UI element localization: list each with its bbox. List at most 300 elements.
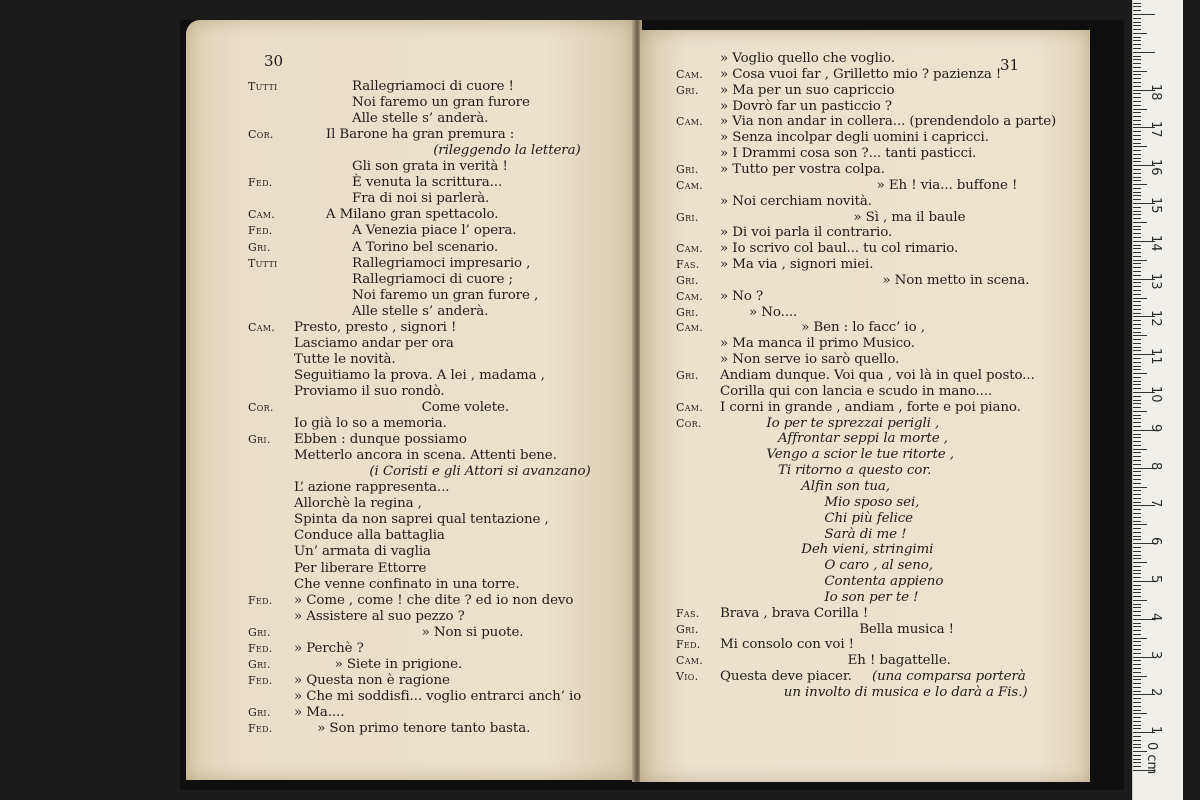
ruler-tick xyxy=(1133,490,1141,491)
ruler-tick xyxy=(1133,456,1141,457)
text-line: » Noi cerchiam novità. xyxy=(720,193,872,209)
ruler-tick xyxy=(1133,143,1141,144)
ruler-tick xyxy=(1133,434,1141,435)
text-line: » Ma via , signori miei. xyxy=(720,257,874,273)
speaker-label: Cam. xyxy=(676,242,704,256)
ruler-tick xyxy=(1133,248,1141,249)
ruler-tick xyxy=(1133,698,1141,699)
ruler-tick xyxy=(1133,452,1141,453)
ruler-tick xyxy=(1133,418,1141,419)
ruler-tick xyxy=(1133,180,1141,181)
ruler-tick xyxy=(1133,218,1141,219)
measuring-ruler xyxy=(1132,0,1183,800)
ruler-tick xyxy=(1133,305,1141,306)
text-line: Io per te sprezzai perigli , xyxy=(766,415,940,431)
speaker-label: Cam. xyxy=(676,400,704,414)
ruler-tick xyxy=(1133,335,1147,336)
ruler-tick xyxy=(1133,177,1141,178)
ruler-tick xyxy=(1133,721,1141,722)
ruler-tick xyxy=(1133,6,1141,7)
speaker-label: Fas. xyxy=(676,606,700,620)
ruler-tick xyxy=(1133,324,1141,325)
right-page xyxy=(640,30,1090,782)
ruler-tick xyxy=(1133,343,1141,344)
text-line: Andiam dunque. Voi qua , voi là in quel posto... xyxy=(720,368,1035,383)
text-line: » Eh ! via... buffone ! xyxy=(876,177,1018,193)
ruler-tick xyxy=(1133,362,1141,363)
ruler-tick xyxy=(1133,710,1141,711)
ruler-tick xyxy=(1133,521,1141,522)
ruler-tick xyxy=(1133,169,1141,170)
speaker-label: Gri. xyxy=(248,240,271,254)
text-line: Il Barone ha gran premura : xyxy=(325,127,515,143)
ruler-tick xyxy=(1133,747,1141,748)
speaker-label: Gri. xyxy=(248,657,271,671)
ruler-tick xyxy=(1133,600,1147,601)
text-line: Mio sposo sei, xyxy=(824,494,920,510)
text-line: Mi consolo con voi ! xyxy=(720,637,854,653)
text-line: Seguitiamo la prova. A lei , madama , xyxy=(294,367,545,383)
ruler-tick xyxy=(1133,555,1141,556)
ruler-tick xyxy=(1133,638,1147,639)
ruler-tick xyxy=(1133,294,1141,295)
ruler-tick xyxy=(1133,188,1141,189)
ruler-tick xyxy=(1133,366,1141,367)
text-line: » Cosa vuoi far , Grilletto mio ? pazienza ! xyxy=(720,66,1002,82)
speaker-label: Gri. xyxy=(676,273,699,287)
ruler-tick xyxy=(1133,498,1141,499)
ruler-tick xyxy=(1133,78,1141,79)
ruler-tick xyxy=(1133,22,1141,23)
ruler-number: 7 xyxy=(1148,499,1163,508)
ruler-tick xyxy=(1133,105,1141,106)
ruler-tick xyxy=(1133,562,1147,563)
ruler-tick xyxy=(1133,626,1141,627)
speaker-label: Cor. xyxy=(248,128,274,142)
ruler-number: 6 xyxy=(1148,537,1163,546)
ruler-tick xyxy=(1133,676,1147,677)
ruler-number: 16 xyxy=(1148,159,1163,176)
ruler-tick xyxy=(1133,52,1155,53)
ruler-tick xyxy=(1133,475,1141,476)
ruler-tick xyxy=(1133,762,1141,763)
ruler-tick xyxy=(1133,649,1141,650)
ruler-tick xyxy=(1133,630,1141,631)
ruler-tick xyxy=(1133,679,1141,680)
text-line: È venuta la scrittura... xyxy=(352,175,503,191)
ruler-tick xyxy=(1133,237,1141,238)
ruler-tick xyxy=(1133,229,1141,230)
ruler-tick xyxy=(1133,585,1141,586)
text-line: I corni in grande , andiam , forte e poi piano. xyxy=(720,399,1021,415)
text-line: Conduce alla battaglia xyxy=(294,528,445,544)
ruler-tick xyxy=(1133,275,1141,276)
text-line: Vengo a scior le tue ritorte , xyxy=(766,447,954,463)
ruler-tick xyxy=(1133,759,1141,760)
text-line: Noi faremo un gran furore , xyxy=(352,287,539,303)
ruler-tick xyxy=(1133,539,1141,540)
ruler-tick xyxy=(1133,71,1147,72)
text-line: Io già lo so a memoria. xyxy=(294,416,447,432)
speaker-label: Cam. xyxy=(676,178,704,192)
ruler-number: 11 xyxy=(1148,348,1163,365)
text-line: A Venezia piace l’ opera. xyxy=(352,223,517,239)
text-line: » Non metto in scena. xyxy=(882,272,1030,288)
text-line: Proviamo il suo rondò. xyxy=(294,383,445,399)
speaker-label: Fed. xyxy=(676,638,701,652)
text-line: Alle stelle s’ anderà. xyxy=(352,303,489,319)
text-line: Allorchè la regina , xyxy=(294,496,422,512)
ruler-tick xyxy=(1133,641,1141,642)
ruler-tick xyxy=(1133,97,1141,98)
speaker-label: Fed. xyxy=(248,224,273,238)
text-line: Ebben : dunque possiamo xyxy=(294,432,467,448)
ruler-number: 1 xyxy=(1148,726,1163,735)
ruler-tick xyxy=(1133,437,1141,438)
ruler-tick xyxy=(1133,403,1141,404)
ruler-tick xyxy=(1133,271,1141,272)
ruler-tick xyxy=(1133,320,1141,321)
speaker-label: Vio. xyxy=(676,670,699,684)
text-line: Per liberare Ettorre xyxy=(294,560,427,576)
ruler-tick xyxy=(1133,150,1141,151)
ruler-tick xyxy=(1133,328,1141,329)
ruler-tick xyxy=(1133,445,1141,446)
ruler-tick xyxy=(1133,645,1141,646)
text-line: » Voglio quello che voglio. xyxy=(720,51,895,66)
speaker-label: Cam. xyxy=(676,654,704,668)
ruler-tick xyxy=(1133,260,1147,261)
ruler-tick xyxy=(1133,570,1141,571)
ruler-tick xyxy=(1133,158,1141,159)
text-line: » Ma.... xyxy=(294,704,345,720)
speaker-label: Cam. xyxy=(248,208,276,222)
speaker-label: Fas. xyxy=(676,258,700,272)
ruler-tick xyxy=(1133,517,1141,518)
ruler-tick xyxy=(1133,267,1141,268)
ruler-number: 8 xyxy=(1148,461,1163,470)
ruler-tick xyxy=(1133,282,1141,283)
text-line: » Io scrivo col baul... tu col rimario. xyxy=(720,241,959,257)
ruler-tick xyxy=(1133,615,1141,616)
ruler-tick xyxy=(1133,717,1141,718)
ruler-tick xyxy=(1133,604,1141,605)
ruler-number: 2 xyxy=(1148,688,1163,697)
ruler-tick xyxy=(1133,573,1141,574)
speaker-label: Tutti xyxy=(248,80,278,93)
ruler-tick xyxy=(1133,426,1141,427)
ruler-tick xyxy=(1133,422,1141,423)
text-line: Io son per te ! xyxy=(824,589,919,605)
ruler-tick xyxy=(1133,634,1141,635)
ruler-tick xyxy=(1133,683,1141,684)
speaker-label: Tutti xyxy=(248,256,278,270)
ruler-tick xyxy=(1133,74,1141,75)
ruler-tick xyxy=(1133,154,1141,155)
text-line: » Sì , ma il baule xyxy=(853,209,966,225)
ruler-tick xyxy=(1133,131,1141,132)
ruler-tick xyxy=(1133,464,1141,465)
ruler-tick xyxy=(1133,139,1141,140)
ruler-tick xyxy=(1133,388,1141,389)
speaker-label: Cam. xyxy=(676,67,704,81)
ruler-tick xyxy=(1133,736,1141,737)
ruler-tick xyxy=(1133,109,1147,110)
ruler-tick xyxy=(1133,40,1141,41)
ruler-tick xyxy=(1133,86,1141,87)
text-line: » Assistere al suo pezzo ? xyxy=(294,608,465,624)
text-line: Noi faremo un gran furore xyxy=(352,95,530,111)
text-line: L’ azione rappresenta... xyxy=(294,480,450,496)
ruler-tick xyxy=(1133,18,1141,19)
ruler-tick xyxy=(1133,124,1141,125)
text-line: » Senza incolpar degli uomini i capricci. xyxy=(720,130,989,146)
text-line: Fra di noi si parlerà. xyxy=(352,191,490,207)
ruler-tick xyxy=(1133,687,1141,688)
ruler-tick xyxy=(1133,10,1141,11)
ruler-number: 4 xyxy=(1148,612,1163,622)
text-line: un involto di musica e lo darà a Fis.) xyxy=(783,685,1028,700)
ruler-tick xyxy=(1133,725,1141,726)
text-line: » Siete in prigione. xyxy=(334,656,463,672)
ruler-tick xyxy=(1133,37,1141,38)
ruler-number: 9 xyxy=(1148,423,1163,433)
speaker-label: Gri. xyxy=(676,83,699,97)
page-number-right: 31 xyxy=(1000,56,1020,74)
text-line: » Ben : lo facc’ io , xyxy=(801,320,925,336)
ruler-tick xyxy=(1133,407,1141,408)
text-line: Ti ritorno a questo cor. xyxy=(778,463,932,479)
text-line: Chi più felice xyxy=(824,510,914,526)
speaker-label: Cam. xyxy=(248,320,276,334)
ruler-tick xyxy=(1133,226,1141,227)
ruler-number: 5 xyxy=(1148,575,1163,584)
ruler-tick xyxy=(1133,483,1141,484)
ruler-tick xyxy=(1133,377,1141,378)
ruler-tick xyxy=(1133,532,1141,533)
text-line: » Tutto per vostra colpa. xyxy=(720,161,885,177)
ruler-number: 10 xyxy=(1148,386,1163,403)
speaker-label: Gri. xyxy=(676,305,699,319)
ruler-tick xyxy=(1133,286,1141,287)
ruler-tick xyxy=(1133,214,1141,215)
text-line: » Ma manca il primo Musico. xyxy=(720,336,915,352)
ruler-tick xyxy=(1133,135,1141,136)
ruler-number: 13 xyxy=(1148,272,1163,290)
ruler-tick xyxy=(1133,29,1141,30)
ruler-tick xyxy=(1133,547,1141,548)
ruler-tick xyxy=(1133,195,1141,196)
text-line: (i Coristi e gli Attori si avanzano) xyxy=(369,464,591,480)
ruler-tick xyxy=(1133,112,1141,113)
speaker-label: Fed. xyxy=(248,176,273,190)
text-line: Alle stelle s’ anderà. xyxy=(352,111,489,127)
ruler-tick xyxy=(1133,339,1141,340)
ruler-tick xyxy=(1133,146,1147,147)
ruler-unit-label: 0 cm xyxy=(1144,742,1159,775)
ruler-tick xyxy=(1133,222,1147,223)
ruler-tick xyxy=(1133,67,1141,68)
ruler-tick xyxy=(1133,471,1141,472)
ruler-tick xyxy=(1133,623,1141,624)
text-line: Alfin son tua, xyxy=(801,478,890,494)
ruler-tick xyxy=(1133,396,1141,397)
ruler-tick xyxy=(1133,502,1141,503)
ruler-tick xyxy=(1133,313,1141,314)
ruler-tick xyxy=(1133,664,1141,665)
ruler-number: 17 xyxy=(1148,121,1163,138)
ruler-tick xyxy=(1133,577,1141,578)
ruler-tick xyxy=(1133,63,1141,64)
ruler-tick xyxy=(1133,25,1141,26)
ruler-tick xyxy=(1133,558,1141,559)
text-line: » Ma per un suo capriccio xyxy=(720,82,895,98)
ruler-tick xyxy=(1133,460,1141,461)
ruler-tick xyxy=(1133,161,1141,162)
text-line: Questa deve piacer. xyxy=(720,669,852,685)
text-line: Brava , brava Corilla ! xyxy=(720,605,869,621)
ruler-tick xyxy=(1133,381,1141,382)
ruler-tick xyxy=(1133,702,1141,703)
text-line: Eh ! bagattelle. xyxy=(847,653,951,669)
text-line: » Questa non è ragione xyxy=(294,672,450,688)
ruler-tick xyxy=(1133,373,1147,374)
ruler-tick xyxy=(1133,101,1141,102)
ruler-number: 12 xyxy=(1148,310,1163,327)
text-line: (rileggendo la lettera) xyxy=(433,143,581,159)
ruler-tick xyxy=(1133,82,1141,83)
text-line: Deh vieni, stringimi xyxy=(801,542,934,558)
ruler-tick xyxy=(1133,120,1141,121)
ruler-tick xyxy=(1133,479,1141,480)
ruler-tick xyxy=(1133,309,1141,310)
ruler-tick xyxy=(1133,755,1141,756)
text-line: A Milano gran spettacolo. xyxy=(325,207,499,223)
ruler-tick xyxy=(1133,528,1141,529)
text-line: » Di voi parla il contrario. xyxy=(720,225,893,241)
ruler-tick xyxy=(1133,415,1141,416)
ruler-tick xyxy=(1133,566,1141,567)
ruler-tick xyxy=(1133,332,1141,333)
ruler-tick xyxy=(1133,14,1155,15)
text-line: Rallegriamoci impresario , xyxy=(352,255,531,271)
ruler-tick xyxy=(1133,207,1141,208)
text-line: Sarà di me ! xyxy=(824,526,907,542)
speaker-label: Cam. xyxy=(676,289,704,303)
ruler-tick xyxy=(1133,706,1141,707)
ruler-tick xyxy=(1133,256,1141,257)
ruler-tick xyxy=(1133,441,1141,442)
text-line: » Che mi soddisfi... voglio entrarci anch’ io xyxy=(294,688,582,704)
ruler-tick xyxy=(1133,611,1141,612)
speaker-label: Gri. xyxy=(248,705,271,719)
stage-direction: (una comparsa porterà xyxy=(872,669,1026,685)
ruler-tick xyxy=(1133,487,1147,488)
ruler-tick xyxy=(1133,56,1141,57)
text-line: Gli son grata in verità ! xyxy=(352,159,508,175)
ruler-tick xyxy=(1133,33,1147,34)
text-line: Metterlo ancora in scena. Attenti bene. xyxy=(294,448,557,464)
speaker-label: Cam. xyxy=(676,321,704,335)
ruler-tick xyxy=(1133,384,1141,385)
ruler-tick xyxy=(1133,653,1141,654)
ruler-tick xyxy=(1133,589,1141,590)
text-line: » I Drammi cosa son ?... tanti pasticci. xyxy=(720,146,977,162)
ruler-tick xyxy=(1133,713,1147,714)
ruler-tick xyxy=(1133,347,1141,348)
ruler-tick xyxy=(1133,93,1141,94)
ruler-tick xyxy=(1133,290,1141,291)
ruler-tick xyxy=(1133,184,1147,185)
ruler-tick xyxy=(1133,252,1141,253)
text-line: Un’ armata di vaglia xyxy=(294,544,431,560)
text-line: » No ? xyxy=(720,288,764,304)
text-line: Corilla qui con lancia e scudo in mano.... xyxy=(720,383,993,399)
text-line: » Dovrò far un pasticcio ? xyxy=(720,98,892,114)
ruler-tick xyxy=(1133,116,1141,117)
speaker-label: Gri. xyxy=(676,210,699,224)
ruler-tick xyxy=(1133,245,1141,246)
speaker-label: Fed. xyxy=(248,722,273,735)
ruler-tick xyxy=(1133,44,1141,45)
page-number-left: 30 xyxy=(264,52,284,70)
speaker-label: Gri. xyxy=(248,625,271,639)
ruler-tick xyxy=(1133,536,1141,537)
speaker-label: Gri. xyxy=(248,433,271,447)
speaker-label: Cam. xyxy=(676,115,704,129)
ruler-tick xyxy=(1133,494,1141,495)
ruler-tick xyxy=(1133,233,1141,234)
ruler-number: 3 xyxy=(1148,650,1163,659)
speaker-label: Fed. xyxy=(248,673,273,687)
text-line: » Son primo tenore tanto basta. xyxy=(317,721,531,736)
speaker-label: Gri. xyxy=(676,369,699,382)
speaker-label: Fed. xyxy=(248,593,273,607)
ruler-number: 14 xyxy=(1148,234,1163,252)
text-line: Lasciamo andar per ora xyxy=(294,335,454,351)
speaker-label: Cor. xyxy=(248,401,274,414)
text-line: A Torino bel scenario. xyxy=(352,239,499,255)
text-line: Rallegriamoci di cuore ; xyxy=(352,271,513,287)
ruler-tick xyxy=(1133,369,1141,370)
speaker-label: Gri. xyxy=(676,162,699,176)
ruler-tick xyxy=(1133,513,1141,514)
ruler-number: 15 xyxy=(1148,197,1163,214)
ruler-tick xyxy=(1133,668,1141,669)
text-line: Bella musica ! xyxy=(859,621,954,637)
ruler-tick xyxy=(1133,59,1141,60)
text-line: Tutte le novità. xyxy=(294,351,396,367)
text-line: » No.... xyxy=(749,304,798,320)
text-line: » Come , come ! che dite ? ed io non devo xyxy=(294,592,574,608)
ruler-tick xyxy=(1133,199,1141,200)
ruler-tick xyxy=(1133,660,1141,661)
ruler-tick xyxy=(1133,691,1141,692)
ruler-tick xyxy=(1133,263,1141,264)
speaker-label: Fed. xyxy=(248,641,273,655)
text-line: Contenta appieno xyxy=(824,574,944,590)
ruler-tick xyxy=(1133,744,1141,745)
text-line: Spinta da non saprei qual tentazione , xyxy=(294,512,549,528)
ruler-tick xyxy=(1133,509,1141,510)
text-line: Che venne confinato in una torre. xyxy=(294,576,520,592)
ruler-tick xyxy=(1133,3,1141,4)
text-line: » Perchè ? xyxy=(294,640,364,656)
ruler-tick xyxy=(1133,301,1141,302)
ruler-tick xyxy=(1133,358,1141,359)
ruler-tick xyxy=(1133,211,1141,212)
speaker-label: Gri. xyxy=(676,622,699,636)
